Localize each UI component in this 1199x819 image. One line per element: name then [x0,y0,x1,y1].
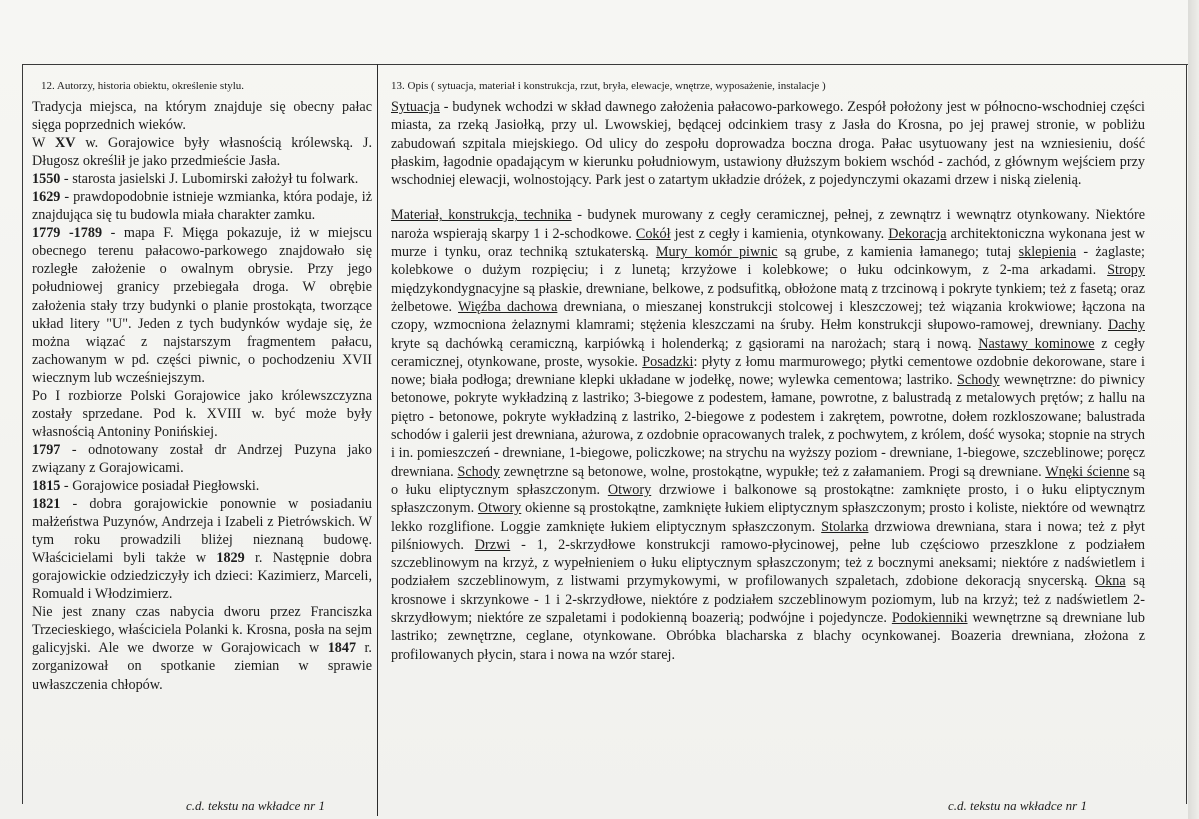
table-left-border [22,64,23,804]
history-sentence: Po I rozbiorze Polski Gorajowice jako królewszczyzna zostały sprzedane. Pod k. XVIII w. być może były własnością Antoniny Ponińskiej. [32,387,372,440]
history-sentence: r. Następnie dobra gorajowickie odziedziczyły ich dzieci: Kazimierz, Marceli, Romuald i Włodzimierz. [32,550,372,603]
term-label: Drzwi [474,536,511,553]
history-sentence: r. zorganizował on spotkanie ziemian w sprawie uwłaszczenia chłopów. [32,640,372,693]
term-label: Stolarka [821,518,869,535]
term-label: Otwory [607,481,652,498]
term-label: sklepienia [1018,244,1077,261]
term-label: Nastawy kominowe [978,335,1095,352]
description-text: drzwiowe i balkonowe są prostokątne: zamknięte prosto, i o łuku eliptycznym spłaszczonym. [391,481,1146,517]
history-sentence: - dobra gorajowickie ponownie w posiadaniu małżeństwa Puzynów, Andrzeja i Izabeli z Pietrówskich. W tym roku prowadzili bliżej nieznaną budowę. Właścicielami byli także w [32,496,372,567]
description-text: drzwiowa drewniana, stara i nowa; też z płyt pilśniowych. [391,518,1145,553]
description-text: okienne są prostokątne, zamknięte łukiem eliptycznym spłaszczonym; prosto i koliste, niektóre od wewnątrz lekko rozglifione. Loggie zamknięte łukiem eliptycznym spłaszczonym. [391,500,1145,535]
term-label: Materiał, konstrukcja, technika [391,207,572,224]
term-label: Schody [457,463,500,480]
term-label: Więźba dachowa [458,298,558,315]
description-text: wewnętrzne są drewniane lub lastriko; zewnętrzne, ceglane, otynkowane. Obróbka blacharska z blachy ocynkowanej. Boazeria drewniana, złożona z profilowanych płycin, stara i nowa na wzór starej. [391,610,1145,663]
history-column [32,80,372,694]
scan-edge-shadow [1188,0,1199,819]
situation-paragraph [391,98,1145,189]
term-label: Stropy [1107,262,1145,279]
description-text: jest z cegły i kamienia, otynkowany. [670,225,889,242]
term-label: Sytuacja [391,99,440,115]
description-text: - budynek murowany z cegły ceramicznej, pełnej, z zewnątrz i wewnątrz otynkowany. Niektóre naroża wspierają skarpy 1 i 2-schodkowe. [391,207,1145,242]
description-text: zewnętrzne są betonowe, wolne, prostokątne, wypukłe; też z załamaniem. Progi są drewniane. [500,463,1046,480]
construction-paragraph [391,206,1145,663]
description-heading: 13. Opis ( sytuacja, materiał i konstrukcja, rzut, bryła, elewacje, wnętrze, wyposażenie, instalacje ) [391,80,826,92]
table-top-border [22,64,1188,65]
description-text: są o łuku eliptycznym spłaszczonym. [391,463,1145,498]
history-sentence: - starosta jasielski J. Lubomirski założył tu folwark. [60,171,359,188]
description-text: - żaglaste; kolebkowe o dużym rozpięciu; i z lunetą; krzyżowe i kolebkowe; o łuku odcinkowym, z 2-ma arkadami. [391,244,1145,279]
table-right-border [1186,64,1187,804]
term-label: Wnęki ścienne [1045,463,1130,480]
history-sentence: - Gorajowice posiadał Piegłowski. [60,477,260,494]
history-sentence: W [32,135,55,152]
description-text: międzykondygnacyjne są płaskie, drewniane, belkowe, z podsufitką, obłożone matą z trzcinową i pokryte tynkiem; też z fasetą; oraz żelbetowe. [391,280,1145,315]
history-text [32,98,372,694]
continuation-note-left: c.d. tekstu na wkładce nr 1 [186,798,325,813]
description-text: - 1, 2-skrzydłowe konstrukcji ramowo-płycinowej, pełne lub częściowo przeszklone z podziałem szczeblinowym na krzyż, z wypełnieniem o łuku eliptycznym spłaszczonym; też z bocznymi aneksami; niektóre z nadświetlem i podziałem szczeblinowym, z listwami przymykowymi, w profilowanych szpaletach, zdobione dekoracją snycerską. [391,536,1145,590]
description-text: drewniana, o mieszanej konstrukcji stolcowej i kleszczowej; też wiązania krokwiowe; łączona na czopy, wzmocniona żelaznymi klamrami; stężenia kleszczami na śruby. Hełm konstrukcji słupowo-ramowej, drewniany. [391,298,1146,334]
description-text: wewnętrzne: do piwnicy betonowe, pokryte wykładziną z lastriko; 3-biegowe z podestem, łamane, powrotne, z balustradą z metalowych prętów; z hallu na piętro - betonowe, pokryte wykładziną z lastriko, 2-biegowe z podestem i zakrętem, powrotne, dołem rozkloszowane; balustrada schodów i galerii jest drewniana, ażurowa, z ozdobnie opracowanych tralek, z pochwytem, z królem, dość wysoka; stopnie na strych i in. pomieszczeń - drewniane, 1-biegowe, policzkowe; na strychu na wyższy poziom - drewniane, 1-biegowe, szczeblinowe; poręcz drewniana. [391,372,1145,480]
history-year: 1829 [216,550,245,567]
history-year: 1815 [32,477,61,494]
history-year: 1629 [32,189,61,206]
term-label: Podokienniki [891,610,968,627]
continuation-note-right: c.d. tekstu na wkładce nr 1 [948,798,1087,813]
history-sentence: Tradycja miejsca, na którym znajduje się obecny pałac sięga poprzednich wieków. [32,99,372,134]
history-year: 1550 [32,171,61,188]
history-sentence: Nie jest znany czas nabycia dworu przez Franciszka Trzecieskiego, właściciela Polanki k. Krosna, posła na sejm galicyjski. Ale we dworze w Gorajowicach w [32,604,372,657]
history-year: XV [54,135,76,152]
history-heading: 12. Autorzy, historia obiektu, określenie stylu. [41,80,245,92]
description-text: - budynek wchodzi w skład dawnego założenia pałacowo-parkowego. Zespół położony jest w północno-wschodniej części miasta, za rzeką Jasiołką, przy ul. Lwowskiej, będącej odcinkiem trasy z Jasła do Krosna, po jej prawej stronie, w pobliżu zabudowań szpitala miejskiego. Od ulicy do zespołu doprowadza boczna droga. Pałac usytuowany jest na wzniesieniu, dość płaskim, łagodnie opadającym w kierunku południowym, ustawiony dłuższym bokiem wschód - zachód, z głównym wejściem przy wschodniej elewacji, wolnostojący. Park jest o zatartym układzie dróżek, z pojedynczymi okazami drzew i niską zielenią. [391,99,1145,189]
history-sentence: - prawdopodobnie istnieje wzmianka, która podaje, iż znajdująca się tu budowla miała charakter zamku. [32,189,372,224]
history-sentence: - mapa F. Mięga pokazuje, iż w miejscu obecnego terenu pałacowo-parkowego znajdowało się rozległe założenie o owalnym obrysie. Przy jego południowej granicy przebiegała droga. W obrębie założenia stały trzy budynki o planie prostokąta, tworzące układ litery "U". Jeden z tych budynków wydaje się, że można wiązać z najstarszym fragmentem pałacu, zachowanym w pd. części piwnic, o pochodzeniu XVII wiecznym lub wcześniejszym. [32,225,372,386]
term-label: Mury komór piwnic [655,244,778,261]
term-label: Otwory [477,500,522,517]
description-column [391,80,1145,664]
description-text: kryte są dachówką ceramiczną, karpiówką i holenderką; z gąsiorami na narożach; starą i nową. [391,335,979,352]
history-year: 1779 -1789 [32,225,103,242]
term-label: Dachy [1107,317,1145,334]
description-text: : płyty z łomu marmurowego; płytki cementowe ozdobnie dekorowane, stare i nowe; biała podłoga; drewniane klepki układane w jodełkę, nowe; wylewka cementowa; lastriko. [391,353,1145,389]
term-label: Schody [957,372,1000,389]
term-label: Okna [1094,573,1126,590]
history-year: 1797 [32,441,61,458]
description-text: są grube, z kamienia łamanego; tutaj [777,244,1019,261]
history-year: 1821 [32,496,61,513]
description-text: są krosnowe i skrzynkowe - 1 i 2-skrzydłowe, niektóre z podziałem szczeblinowym poziomym, lub na krzyż; też z nadświetlem 2-skrzydłowym; niektóre ze szpaletami i podokienną boazerią; podwójne i pojedyncze. [391,573,1145,627]
term-label: Posadzki [642,353,694,370]
description-text: architektoniczna wykonana jest w murze i tynku, oraz techniką sztukaterską. [391,225,1146,261]
history-year: 1847 [327,640,357,657]
description-text: z cegły ceramicznej, otynkowane, proste, wysokie. [391,335,1145,370]
term-label: Dekoracja [888,225,947,242]
column-divider [377,64,378,816]
history-sentence: w. Gorajowice były własnością królewską. J. Długosz określił je jako przedmieście Jasła. [32,135,372,170]
history-sentence: - odnotowany został dr Andrzej Puzyna jako związany z Gorajowicami. [32,441,372,476]
term-label: Cokół [635,225,671,242]
